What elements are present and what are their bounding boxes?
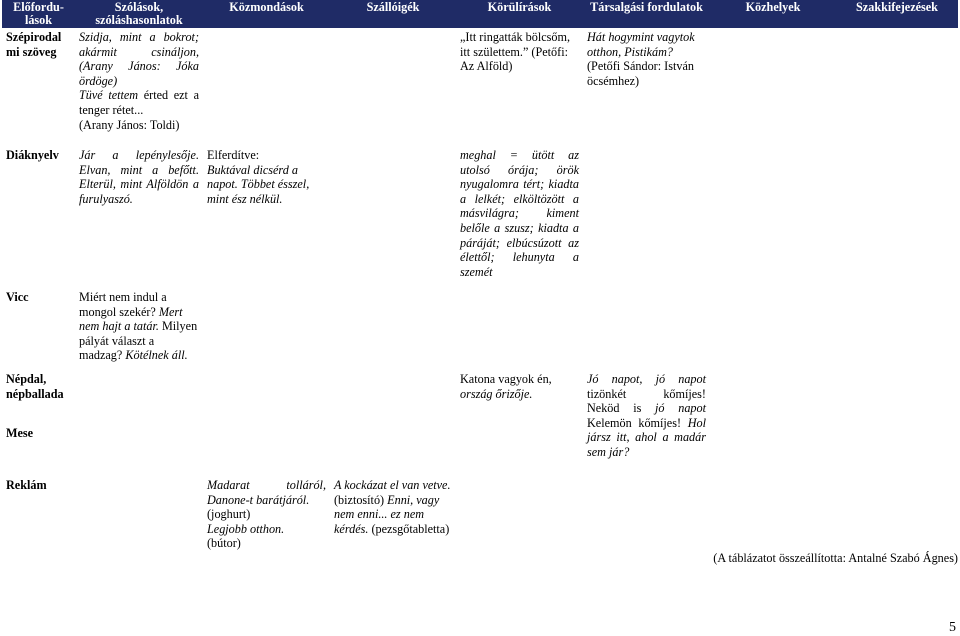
cell-korulirasok bbox=[456, 146, 583, 288]
header-elofordulasok: Előfordu-lások bbox=[2, 0, 75, 28]
cell-kozhelyek bbox=[710, 288, 836, 370]
cell-szolasok bbox=[75, 28, 203, 136]
cell-text: Jár a lepénylesője. Elvan, mint a befőtt. Elterül, mint Alföldön a furulyaszó. bbox=[79, 148, 199, 206]
cell-text: (Petőfi Sándor: István öcsémhez) bbox=[587, 59, 694, 88]
header-szalloigek: Szállóigék bbox=[330, 0, 456, 28]
page-number: 5 bbox=[949, 620, 956, 635]
cell-text: Kötélnek áll. bbox=[125, 348, 188, 363]
cell-text: Milyen pályát választ a madzag? bbox=[79, 319, 198, 363]
cell-szolasok bbox=[75, 146, 203, 288]
cell-szolasok bbox=[75, 370, 203, 424]
cell-text: Hol jársz itt, ahol a madár sem jár? bbox=[587, 415, 707, 459]
cell-kozhelyek bbox=[710, 146, 836, 288]
header-kozhelyek: Közhelyek bbox=[710, 0, 836, 28]
cell-text: ország őrizője. bbox=[460, 386, 533, 401]
cell-text: (bútor) bbox=[207, 536, 241, 551]
cell-korulirasok bbox=[456, 370, 583, 424]
cell-kozhelyek bbox=[710, 476, 836, 558]
cell-szolasok bbox=[75, 288, 203, 370]
cell-text: (joghurt) bbox=[207, 507, 251, 522]
cell-text: Miért nem indul a mongol szekér? bbox=[79, 290, 167, 319]
cell-korulirasok bbox=[456, 476, 583, 558]
header-szolasok: Szólások, szóláshasonlatok bbox=[75, 0, 203, 28]
row-label: Diáknyelv bbox=[6, 148, 59, 162]
cell-text: Legjobb otthon. bbox=[207, 521, 285, 536]
cell-kozmondasok bbox=[203, 146, 330, 288]
cell-kozmondasok bbox=[203, 476, 330, 558]
cell-szakkifejezesek bbox=[836, 424, 958, 464]
cell-text: Tüvé tettem bbox=[79, 88, 144, 103]
cell-kozmondasok bbox=[203, 288, 330, 370]
cell-kozmondasok bbox=[203, 28, 330, 136]
cell-text: meghal = ütött az utolsó órája; örök nyugalomra tért; kiadta a lelkét; elköltözött a másvilágra; kiment belőle a szusz; kiadta a páráját; elbúcsúzott az élettől; lehunyta a szemét bbox=[460, 148, 579, 279]
table-row bbox=[2, 476, 958, 558]
cell-text: Szidja, mint a bokrot; akármit csináljon, (Arany János: Jóka ördöge) bbox=[79, 30, 199, 88]
cell-kozmondasok bbox=[203, 424, 330, 464]
cell-szakkifejezesek bbox=[836, 370, 958, 424]
cell-szalloigek bbox=[330, 146, 456, 288]
cell-tarsalgasi bbox=[583, 28, 710, 136]
cell-text: (biztosító) bbox=[334, 492, 385, 507]
cell-szalloigek bbox=[330, 288, 456, 370]
header-tarsalgasi: Társalgási fordulatok bbox=[583, 0, 710, 28]
cell-szolasok bbox=[75, 424, 203, 464]
cell-text: Neköd is bbox=[587, 401, 656, 416]
row-label: Reklám bbox=[6, 478, 47, 492]
cell-text: Elferdítve: bbox=[207, 148, 260, 162]
cell-szalloigek bbox=[330, 476, 456, 558]
cell-szakkifejezesek bbox=[836, 476, 958, 558]
cell-szolasok bbox=[75, 476, 203, 558]
row-gap bbox=[2, 464, 958, 476]
cell-text: (Arany János: Toldi) bbox=[79, 117, 180, 132]
cell-text: jó napot bbox=[655, 401, 706, 416]
cell-text: Hát hogymint vagytok otthon, Pistikám? bbox=[587, 30, 695, 59]
cell-tarsalgasi bbox=[583, 288, 710, 370]
table-row bbox=[2, 424, 958, 464]
cell-text: (pezsgőtabletta) bbox=[371, 521, 450, 536]
cell-tarsalgasi bbox=[583, 476, 710, 558]
cell-kozhelyek bbox=[710, 424, 836, 464]
cell-text: Mert nem hajt a tatár. bbox=[79, 304, 183, 334]
table-row bbox=[2, 288, 958, 370]
cell-szalloigek bbox=[330, 370, 456, 424]
cell-kozmondasok bbox=[203, 370, 330, 424]
row-label: Szépirodal mi szöveg bbox=[6, 30, 62, 59]
cell-korulirasok bbox=[456, 288, 583, 370]
table-row bbox=[2, 28, 958, 136]
cell-szakkifejezesek bbox=[836, 28, 958, 136]
cell-text: A kockázat el van vetve. bbox=[334, 478, 451, 492]
cell-kozhelyek bbox=[710, 28, 836, 136]
row-label: Mese bbox=[6, 426, 34, 440]
cell-text: Madarat tolláról, Danone-t barátjáról. bbox=[207, 478, 326, 507]
row-label: Vicc bbox=[6, 290, 29, 304]
cell-text: Buktával dicsérd a napot. Többet ésszel, mint ész nélkül. bbox=[207, 162, 310, 206]
table-credit: (A táblázatot összeállította: Antalné Szabó Ágnes) bbox=[713, 551, 958, 565]
cell-szakkifejezesek bbox=[836, 146, 958, 288]
header-kozmondasok: Közmondások bbox=[203, 0, 330, 28]
cell-korulirasok bbox=[456, 424, 583, 464]
header-szakkifejezesek: Szakkifejezések bbox=[836, 0, 958, 28]
table-row bbox=[2, 370, 958, 424]
cell-szalloigek bbox=[330, 424, 456, 464]
cell-szalloigek bbox=[330, 28, 456, 136]
cell-text: érted ezt a tenger rétet... bbox=[79, 88, 199, 117]
cell-tarsalgasi bbox=[583, 370, 710, 464]
cell-text: Kelemön kőmíjes! bbox=[587, 415, 682, 430]
cell-kozhelyek bbox=[710, 370, 836, 424]
cell-korulirasok: „Itt ringatták bölcsőm, itt születtem.” (Petőfi: Az Alföld) bbox=[460, 30, 570, 74]
cell-text: tizönkét kőmíjes! bbox=[587, 386, 706, 401]
header-korulirasok: Körülírások bbox=[456, 0, 583, 28]
cell-tarsalgasi bbox=[583, 146, 710, 288]
idioms-table bbox=[2, 0, 958, 558]
header-row bbox=[2, 0, 958, 28]
row-label: Népdal, népballada bbox=[6, 372, 64, 401]
cell-text: Enni, vagy nem enni... ez nem kérdés. bbox=[334, 492, 440, 536]
table-row bbox=[2, 146, 958, 288]
row-gap bbox=[2, 136, 958, 146]
cell-text: Jó napot, jó napot bbox=[587, 372, 706, 386]
cell-szakkifejezesek bbox=[836, 288, 958, 370]
cell-text: Katona vagyok én, bbox=[460, 372, 552, 386]
